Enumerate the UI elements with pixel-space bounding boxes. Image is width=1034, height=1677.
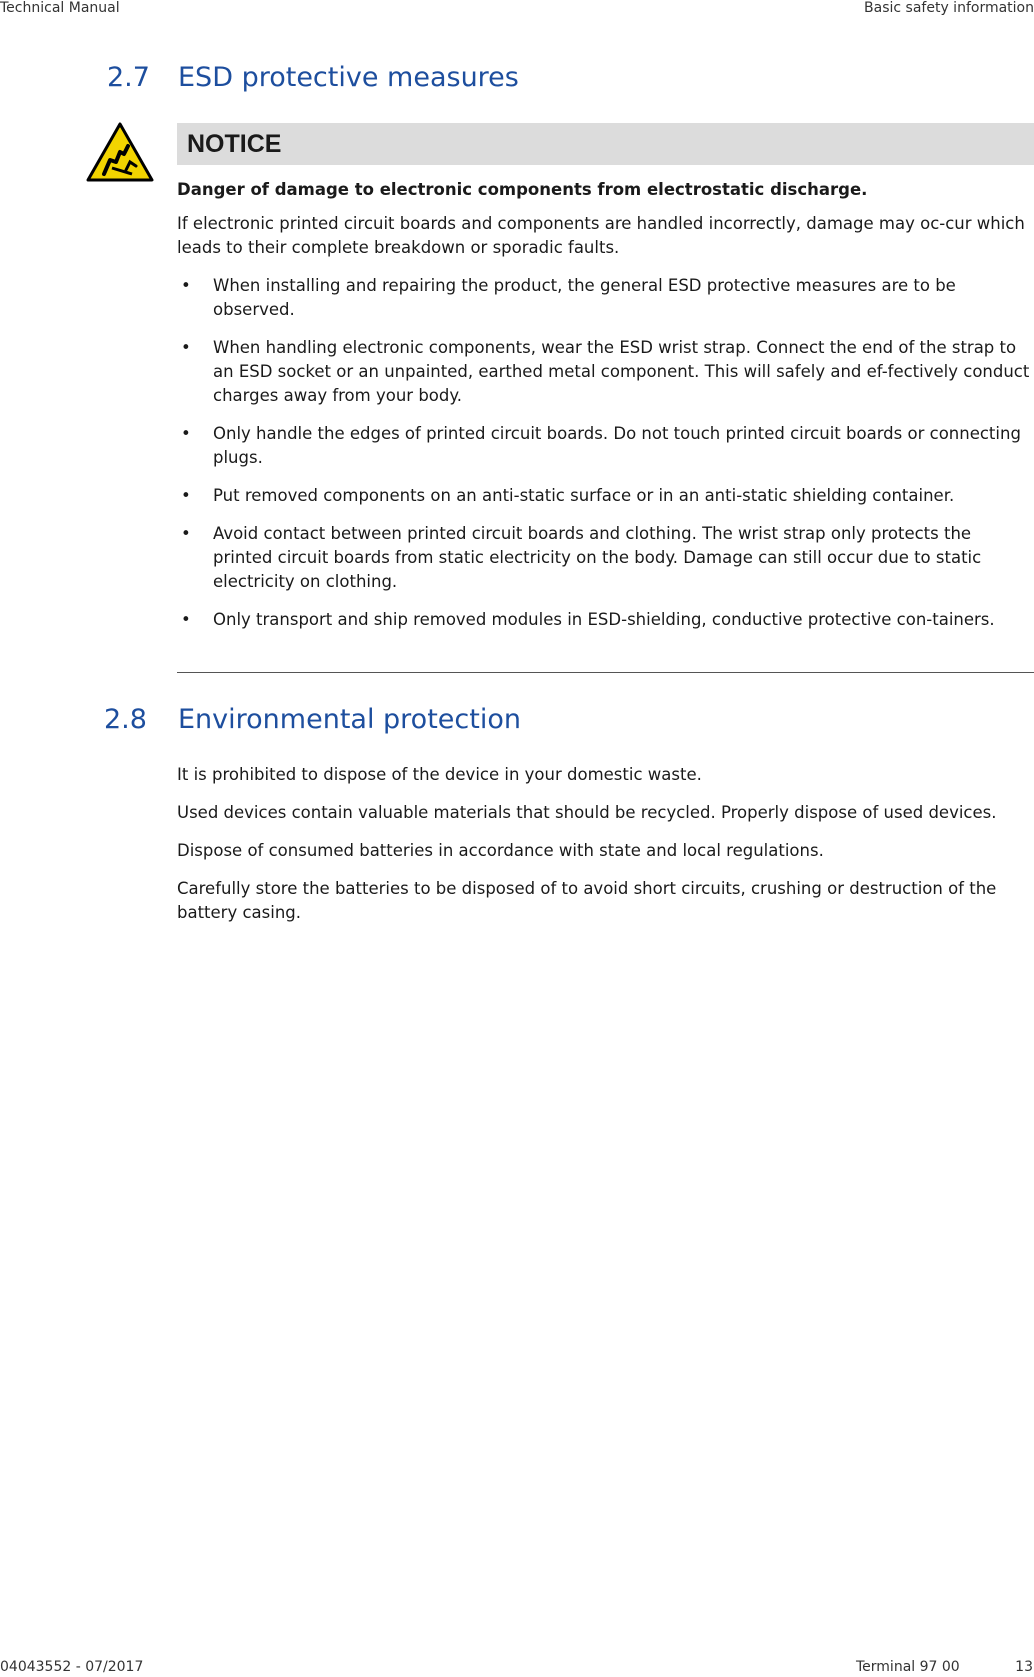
bullet-icon: • [181,610,191,629]
notice-bar [177,123,1034,165]
footer-doc-number: 04043552 - 07/2017 [0,1659,144,1675]
paragraph: Dispose of consumed batteries in accordance with state and local regulations. [177,841,824,860]
page-number: 13 [1015,1659,1033,1675]
section-title: ESD protective measures [178,62,519,93]
running-header-left: Technical Manual [0,0,120,16]
running-header-right: Basic safety information [864,0,1034,16]
bullet-icon: • [181,524,191,543]
list-item: • Only handle the edges of printed circuit boards. Do not touch printed circuit boards or connecting plugs. [181,424,1021,467]
section-number: 2.8 [104,704,147,735]
esd-measures-list [177,274,1034,632]
notice-intro: If electronic printed circuit boards and components are handled incorrectly, damage may oc-cur which leads to their complete breakdown or sporadic faults. [177,214,1025,257]
list-item: • Put removed components on an anti-static surface or in an anti-static shielding container. [177,484,1034,508]
notice-label: NOTICE [187,130,282,158]
list-item: • When handling electronic components, wear the ESD wrist strap. Connect the end of the strap to an ESD socket or an unpainted, earthed metal component. This will safely and ef-fectively conduct charges away from your body. [181,338,1030,405]
list-item: • When installing and repairing the product, the general ESD protective measures are to be observed. [181,276,956,319]
environmental-protection-body [177,763,1034,939]
footer-product: Terminal 97 00 [856,1659,960,1675]
list-item: • Avoid contact between printed circuit boards and clothing. The wrist strap only protects the printed circuit boards from static electricity on the body. Damage can still occur due to static electricity on clothing. [181,524,982,591]
bullet-icon: • [181,424,191,443]
list-item: • Only transport and ship removed modules in ESD-shielding, conductive protective con-tainers. [177,608,1034,632]
notice-body [177,178,1034,646]
paragraph: Carefully store the batteries to be disposed of to avoid short circuits, crushing or destruction of the battery casing. [177,879,997,922]
section-title: Environmental protection [178,704,521,735]
danger-heading: Danger of damage to electronic components from electrostatic discharge. [177,180,868,199]
bullet-icon: • [181,276,191,295]
notice-end-rule [177,672,1034,673]
paragraph: Used devices contain valuable materials that should be recycled. Properly dispose of used devices. [177,803,997,822]
bullet-icon: • [181,338,191,357]
paragraph: It is prohibited to dispose of the device in your domestic waste. [177,765,702,784]
section-number: 2.7 [107,62,150,93]
esd-warning-icon [86,122,154,182]
bullet-icon: • [181,486,191,505]
